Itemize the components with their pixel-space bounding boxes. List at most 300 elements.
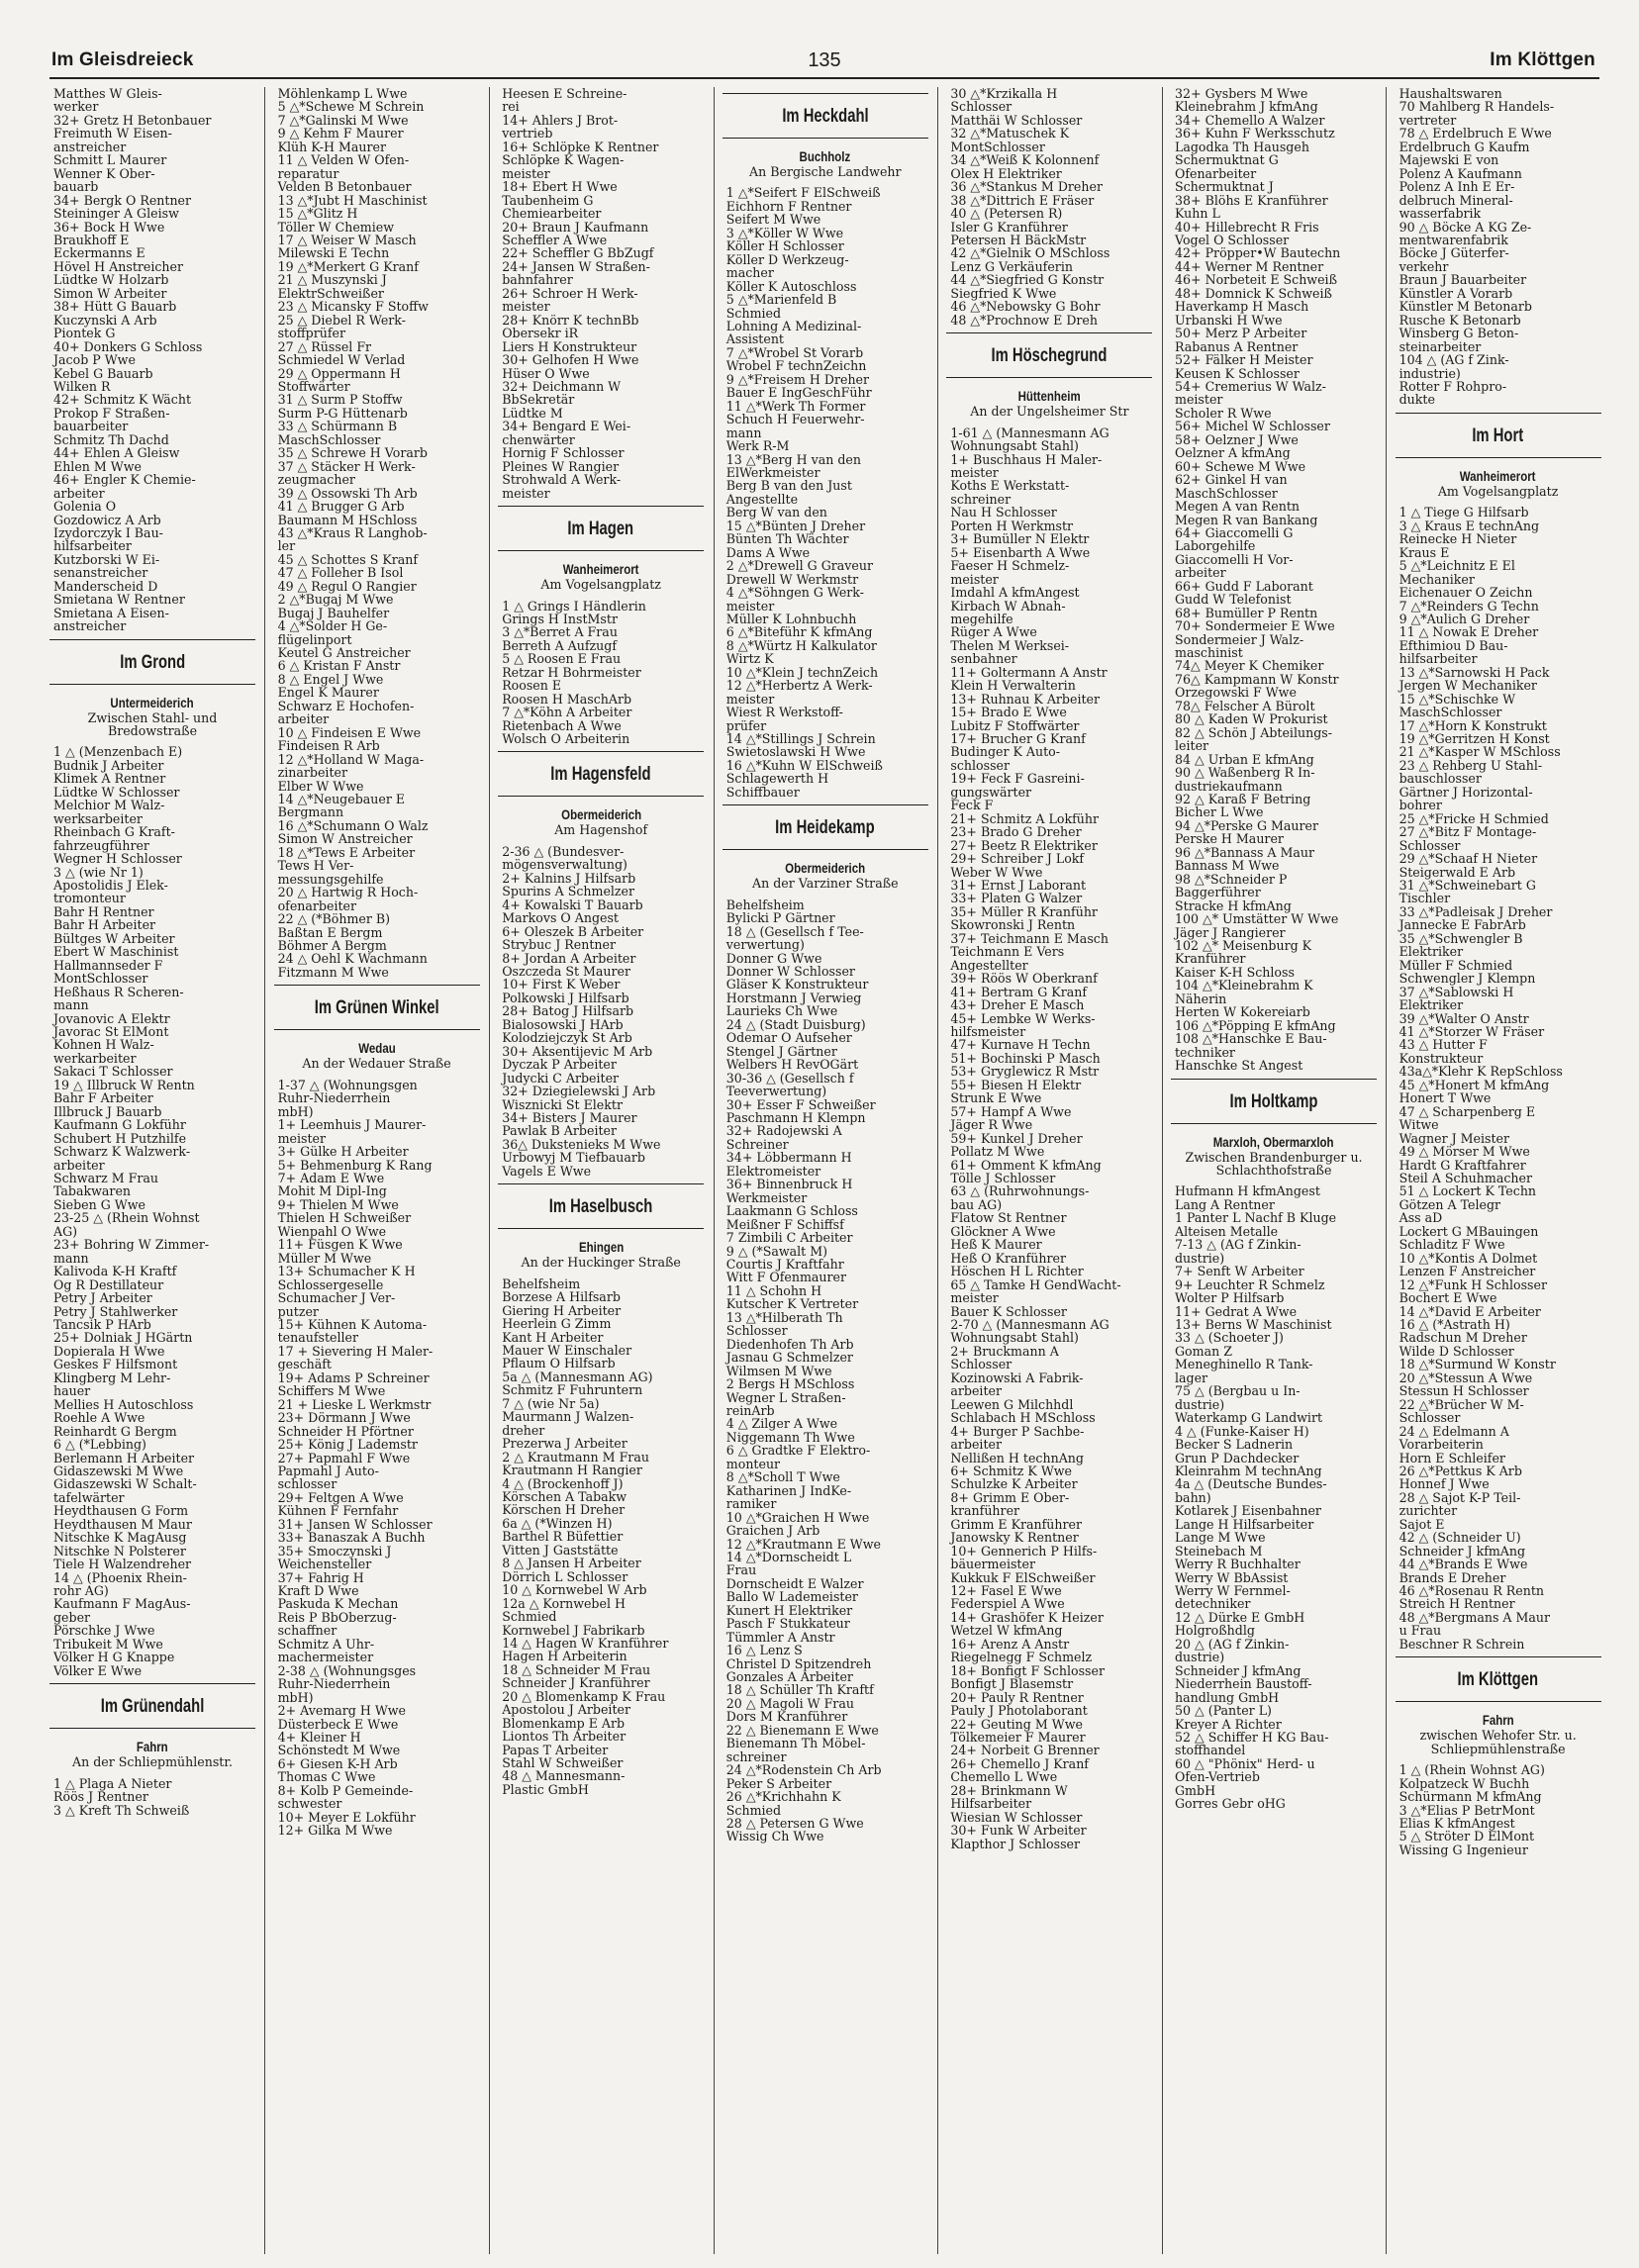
directory-entry: mbH)	[277, 1103, 314, 1119]
directory-entry: steinarbeiter	[1398, 338, 1482, 354]
directory-entry: Völker E Wwe	[53, 1662, 143, 1678]
directory-entry: Baumann M HSchloss	[277, 512, 418, 527]
directory-entry: zeugmacher	[277, 472, 355, 488]
directory-entry: 96 △*Bannass A Maur	[1175, 844, 1315, 860]
directory-entry: Gorres Gebr oHG	[1175, 1796, 1286, 1812]
directory-entry: Mellies H Autoschloss	[53, 1396, 194, 1412]
directory-entry: 9+ Leuchter R Schmelz	[1175, 1276, 1325, 1292]
directory-entry: 32+ Gysbers M Wwe	[1175, 87, 1308, 101]
directory-entry: 32+ Deichmann W	[502, 378, 622, 394]
directory-entry: 14+ Grashöfer K Heizer	[950, 1609, 1104, 1625]
directory-entry: Wegner L Straßen-	[725, 1389, 846, 1405]
directory-entry: 32+ Gretz H Betonbauer	[53, 112, 212, 128]
directory-entry: Beschner R Schrein	[1398, 1636, 1525, 1652]
directory-entry: Donner W Schlosser	[725, 964, 855, 980]
directory-entry: 65 △ Tamke H GendWacht-	[950, 1276, 1121, 1292]
directory-entry: Heß O Kranführer	[950, 1250, 1066, 1266]
directory-entry: reparatur	[277, 165, 339, 181]
directory-entry: 11 △*Werk Th Former	[725, 398, 866, 414]
directory-entry: 11+ Gedrat A Wwe	[1175, 1303, 1298, 1319]
directory-entry: 35+ Smoczynski J	[277, 1543, 392, 1559]
directory-entry: Köller H Schlosser	[725, 238, 844, 254]
directory-entry: Pawlak B Arbeiter	[502, 1123, 618, 1139]
directory-entry: Böhmer A Bergm	[277, 938, 387, 953]
directory-entry: Konstrukteur	[1398, 1050, 1484, 1066]
directory-entry: 2 △*Drewell G Graveur	[725, 558, 874, 574]
directory-entry: 60 △ "Phönix" Herd- u	[1175, 1755, 1315, 1771]
directory-entry: 6a △ (*Winzen H)	[502, 1515, 613, 1531]
directory-entry: Polkowski J Hilfsarb	[502, 990, 629, 1005]
directory-entry: Gidaszewski W Schalt-	[53, 1476, 197, 1492]
directory-entry: 2+ Avemarg H Wwe	[277, 1703, 407, 1719]
directory-entry: dreher	[502, 1422, 545, 1438]
column-2	[274, 87, 480, 2254]
directory-entry: putzer	[277, 1303, 319, 1319]
directory-entry: megehilfe	[950, 611, 1013, 626]
directory-entry: Behelfsheim	[502, 1276, 581, 1291]
directory-entry: 34+ Chemello A Walzer	[1175, 112, 1325, 128]
directory-entry: 19+ Adams P Schreiner	[277, 1370, 430, 1385]
directory-entry: Schlosser	[1398, 1410, 1461, 1426]
directory-entry: Gudd W Telefonist	[1175, 592, 1292, 608]
directory-entry: Kaufmann G Lokführ	[53, 1117, 186, 1133]
directory-entry: Gläser K Konstrukteur	[725, 977, 869, 992]
directory-entry: Bahr H Rentner	[53, 903, 154, 919]
directory-entry: 47+ Kurnave H Techn	[950, 1037, 1091, 1053]
directory-entry: Schlosser	[725, 1323, 788, 1339]
directory-entry: Meneghinello R Tank-	[1175, 1357, 1313, 1372]
directory-entry: Surm P-G Hüttenarb	[277, 405, 408, 421]
directory-entry: Elektriker	[1398, 997, 1464, 1013]
directory-entry: 6 △*Biteführ K kfmAng	[725, 624, 873, 640]
directory-entry: 16 △*Kuhn W ElSchweiß	[725, 757, 883, 773]
directory-entry: Tews H Ver-	[277, 858, 354, 874]
street-location-note: Bredowstraße	[107, 723, 198, 739]
directory-entry: Baßtan E Bergm	[277, 924, 383, 940]
directory-entry: Strybuc J Rentner	[502, 937, 616, 953]
directory-entry: Janowsky K Rentner	[950, 1530, 1079, 1546]
directory-entry: Müller M Wwe	[277, 1250, 372, 1266]
directory-entry: Tischler	[1398, 891, 1451, 906]
directory-entry: Apostolidis J Elek-	[53, 878, 168, 894]
directory-entry: 24 △ (Stadt Duisburg)	[725, 1016, 866, 1032]
directory-entry: Siegfried K Wwe	[950, 285, 1057, 301]
directory-entry: 55+ Biesen H Elektr	[950, 1077, 1082, 1092]
directory-entry: 9 △*Freisem H Dreher	[725, 371, 870, 387]
directory-entry: 21 △ Muszynski J	[277, 272, 387, 288]
directory-entry: 10+ Meyer E Lokführ	[277, 1809, 416, 1825]
directory-entry: Seifert M Wwe	[725, 212, 821, 228]
directory-entry: 13+ Schumacher K H	[277, 1264, 416, 1279]
directory-entry: 76△ Kampmann W Konstr	[1175, 671, 1339, 687]
directory-entry: Bienemann Th Möbel-	[725, 1736, 866, 1751]
directory-entry: ElektrSchweißer	[277, 285, 384, 301]
directory-entry: stoffhandel	[1175, 1743, 1246, 1758]
directory-entry: 36△ Dukstenieks M Wwe	[502, 1136, 661, 1152]
directory-entry: 27+ Papmahl F Wwe	[277, 1450, 411, 1465]
directory-entry: Apostolou J Arbeiter	[502, 1702, 630, 1718]
directory-entry: 13+ Ruhnau K Arbeiter	[950, 691, 1101, 707]
directory-entry: Majewski E von	[1398, 152, 1499, 168]
directory-entry: Giaccomelli H Vor-	[1175, 551, 1294, 567]
street-heading-block	[49, 1683, 255, 1729]
directory-entry: Rietenbach A Wwe	[502, 717, 622, 733]
directory-entry: 2 Bergs H MSchloss	[725, 1376, 855, 1392]
directory-entry: Bialosowski J HArb	[502, 1016, 624, 1032]
directory-entry: 12 △ Dürke E GmbH	[1175, 1609, 1305, 1625]
directory-entry: 59+ Kunkel J Dreher	[950, 1130, 1083, 1146]
directory-entry: Kornwebel J Fabrikarb	[502, 1622, 645, 1638]
district-name: Obermeiderich	[785, 861, 866, 877]
street-title: Im Hort	[1472, 425, 1524, 446]
directory-entry: 1-61 △ (Mannesmann AG	[950, 425, 1109, 440]
directory-entry: Kukkuk F ElSchweißer	[950, 1569, 1096, 1585]
directory-entry: Teeverwertung)	[725, 1084, 827, 1099]
directory-entry: Kolodziejczyk St Arb	[502, 1030, 632, 1046]
district-name: Wanheimerort	[1460, 468, 1536, 484]
directory-entry: 43 △*Kraus R Langhob-	[277, 524, 428, 540]
directory-entry: 68+ Bumüller P Rentn	[1175, 605, 1318, 620]
running-head-left: Im Gleisdreieck	[51, 49, 194, 70]
street-title: Im Haselbusch	[548, 1196, 653, 1218]
directory-entry: Vitten J Gaststätte	[502, 1542, 619, 1558]
directory-entry: Werry R Buchhalter	[1175, 1557, 1301, 1572]
directory-entry: Kaufmann F MagAus-	[53, 1596, 191, 1612]
directory-entry: 15+ Kühnen K Automa-	[277, 1316, 428, 1332]
directory-entry: 32+ Radojewski A	[725, 1123, 842, 1139]
directory-entry: Bochert E Wwe	[1398, 1290, 1497, 1306]
directory-entry: 10 △ Findeisen E Wwe	[277, 724, 422, 740]
directory-entry: Wienpahl O Wwe	[277, 1223, 387, 1239]
directory-entry: 2-70 △ (Mannesmann AG	[950, 1316, 1109, 1332]
directory-entry: 4 △*Söhngen G Werk-	[725, 585, 864, 601]
directory-entry: 45 △ Schottes S Kranf	[277, 551, 419, 567]
directory-entry: arbeiter	[1175, 565, 1226, 581]
directory-entry: 28+ Brinkmann W	[950, 1782, 1068, 1798]
directory-entry: 26 △*Pettkus K Arb	[1398, 1463, 1522, 1478]
directory-entry: Wetzel W kfmAng	[950, 1623, 1063, 1639]
directory-entry: Köller D Werkzeug-	[725, 251, 849, 267]
directory-entry: Töller W Chemiew	[277, 219, 394, 235]
directory-entry: 7-13 △ (AG f Zinkin-	[1175, 1237, 1302, 1253]
directory-entry: schlosser	[950, 757, 1011, 773]
directory-entry: Wilde D Schlosser	[1398, 1343, 1514, 1359]
directory-entry: 16 △ Lenz S	[725, 1643, 803, 1658]
directory-entry: 41 △*Storzer W Fräser	[1398, 1024, 1545, 1039]
directory-entry: 43+ Dreher E Masch	[950, 997, 1085, 1013]
directory-entry: reinArb	[725, 1402, 775, 1418]
directory-entry: Berlemann H Arbeiter	[53, 1450, 195, 1465]
directory-entry: Kalivoda K-H Kraftf	[53, 1264, 177, 1279]
directory-entry: monteur	[725, 1456, 781, 1471]
directory-entry: Retzar H Bohrmeister	[502, 664, 641, 680]
directory-entry: schreiner	[950, 491, 1012, 507]
directory-entry: 46 △*Rosenau R Rentn	[1398, 1583, 1545, 1599]
directory-entry: Schneider H Pförtner	[277, 1423, 414, 1439]
directory-entry: 1 △ (Menzenbach E)	[53, 744, 183, 760]
directory-entry: Strunk E Wwe	[950, 1090, 1042, 1106]
directory-entry: 20 △*Stessun A Wwe	[1398, 1370, 1533, 1385]
directory-entry: 14 △ (Phoenix Rhein-	[53, 1569, 187, 1585]
street-location-note: An der Varziner Straße	[752, 876, 899, 892]
directory-entry: Kunert H Elektriker	[725, 1602, 853, 1618]
directory-entry: Schiffers M Wwe	[277, 1383, 386, 1399]
directory-entry: maschinist	[1175, 645, 1243, 661]
directory-entry: wasserfabrik	[1398, 206, 1482, 222]
directory-entry: Hanschke St Angest	[1175, 1058, 1303, 1074]
directory-entry: Schlossergeselle	[277, 1276, 384, 1292]
directory-entry: Ofen-Vertrieb	[1175, 1769, 1260, 1785]
directory-entry: Dyczak P Arbeiter	[502, 1057, 617, 1073]
directory-entry: Paskuda K Mechan	[277, 1596, 399, 1612]
directory-entry: Schermuktnat J	[1175, 179, 1274, 195]
directory-entry: Paschmann H Klempn	[725, 1110, 866, 1125]
directory-entry: Rabanus A Rentner	[1175, 338, 1299, 354]
directory-entry: Streich H Rentner	[1398, 1596, 1515, 1612]
running-head-right: Im Klöttgen	[1490, 49, 1595, 70]
directory-entry: Hövel H Anstreicher	[53, 258, 184, 274]
directory-entry: 32+ Dziegielewski J Arb	[502, 1084, 656, 1099]
directory-entry: 8+ Jordan A Arbeiter	[502, 950, 636, 966]
directory-entry: 5a △ (Mannesmann AG)	[502, 1369, 653, 1384]
directory-entry: Elektromeister	[725, 1163, 821, 1179]
directory-entry: 13+ Berns W Maschinist	[1175, 1316, 1332, 1332]
directory-entry: 1 △ Plaga A Nieter	[53, 1775, 172, 1791]
directory-entry: 20 △ Blomenkamp K Frau	[502, 1688, 666, 1704]
directory-entry: 21 + Lieske L Werkmstr	[277, 1396, 432, 1412]
directory-entry: 29+ Schreiber J Lokf	[950, 851, 1085, 867]
directory-entry: Braukhoff E	[53, 232, 130, 247]
directory-entry: MontSchlosser	[950, 139, 1045, 154]
column-7	[1396, 87, 1601, 2254]
directory-entry: 24 △*Rodenstein Ch Arb	[725, 1762, 882, 1778]
directory-entry: 42 △*Gielnik O MSchloss	[950, 245, 1110, 261]
directory-entry: Ruhr-Niederrhein	[277, 1090, 391, 1106]
directory-entry: 4a △ (Deutsche Bundes-	[1175, 1476, 1327, 1492]
directory-entry: Erdelbruch G Kaufm	[1398, 139, 1530, 154]
directory-entry: Rusche K Betonarb	[1398, 312, 1521, 328]
district-name: Untermeiderich	[110, 695, 195, 710]
directory-entry: 10 △*Klein J technZeich	[725, 664, 879, 680]
directory-entry: 21+ Schmitz A Lokführ	[950, 810, 1100, 826]
directory-entry: 44 △*Brands E Wwe	[1398, 1557, 1528, 1572]
directory-entry: Schwarz M Frau	[53, 1170, 159, 1185]
directory-entry: Thelen M Werksei-	[950, 637, 1070, 653]
directory-entry: Wissig Ch Wwe	[725, 1829, 824, 1844]
directory-entry: 18 △*Surmund W Konstr	[1398, 1357, 1556, 1372]
directory-entry: 1 △*Seifert F ElSchweiß	[725, 185, 881, 201]
directory-entry: Bünten Th Wächter	[725, 531, 849, 547]
directory-entry: Mohit M Dipl-Ing	[277, 1183, 387, 1199]
directory-entry: 40+ Donkers G Schloss	[53, 338, 203, 354]
directory-entry: 10+ First K Weber	[502, 977, 621, 992]
directory-entry: 17 + Sievering H Maler-	[277, 1343, 434, 1359]
directory-entry: meister	[277, 1130, 327, 1146]
directory-entry: 6 △ (*Lebbing)	[53, 1437, 146, 1453]
directory-entry: 18 △ Schüller Th Kraftf	[725, 1682, 874, 1698]
directory-entry: meister	[725, 691, 775, 707]
street-location-note: Am Vogelsangplatz	[1437, 483, 1559, 499]
directory-entry: Illbruck J Bauarb	[53, 1103, 162, 1119]
directory-entry: 2+ Kalnins J Hilfsarb	[502, 870, 636, 886]
directory-entry: 11 △ Velden W Ofen-	[277, 152, 410, 168]
directory-entry: 2 △*Bugaj M Wwe	[277, 592, 394, 608]
directory-entry: 20 △ Magoli W Frau	[725, 1695, 854, 1711]
directory-entry: Megen R van Bankang	[1175, 512, 1318, 527]
directory-entry: werker	[53, 99, 99, 115]
directory-entry: Geskes F Hilfsmont	[53, 1357, 178, 1372]
directory-entry: Bylicki P Gärtner	[725, 910, 835, 926]
directory-entry: 60+ Schewe M Wwe	[1175, 458, 1306, 474]
directory-entry: tenaufsteller	[277, 1330, 359, 1346]
directory-entry: Spurins A Schmelzer	[502, 884, 635, 899]
directory-entry: Teichmann E Vers	[950, 944, 1065, 960]
directory-entry: Schneider J kfmAng	[1398, 1543, 1526, 1559]
directory-entry: Hallmannseder F	[53, 957, 163, 973]
directory-entry: mögensverwaltung)	[502, 857, 627, 873]
street-heading-block	[498, 751, 704, 797]
directory-entry: Rüger A Wwe	[950, 624, 1037, 640]
directory-entry: Golenia O	[53, 499, 117, 515]
directory-entry: Christel D Spitzendreh	[725, 1655, 872, 1671]
directory-entry: Jäger J Rangierer	[1175, 924, 1286, 940]
directory-entry: 8 △*Scholl T Wwe	[725, 1469, 840, 1485]
directory-entry: 25+ König J Lademstr	[277, 1437, 418, 1453]
directory-entry: anstreicher	[53, 618, 127, 634]
directory-entry: Herten W Kokereiarb	[1175, 1004, 1310, 1020]
directory-entry: Kuczynski A Arb	[53, 312, 157, 328]
directory-entry: Witwe	[1398, 1117, 1439, 1133]
directory-entry: Keutel G Anstreicher	[277, 645, 411, 661]
directory-entry: 5 △ Ströter D ElMont	[1398, 1829, 1535, 1844]
street-heading-block	[723, 93, 928, 139]
directory-entry: 32 △*Matuschek K	[950, 126, 1070, 142]
directory-entry: Kirbach W Abnah-	[950, 598, 1066, 614]
directory-entry: 31 △*Schweinebart G	[1398, 878, 1536, 894]
directory-entry: Werry W BbAssist	[1175, 1569, 1289, 1585]
directory-entry: Markovs O Angest	[502, 910, 619, 926]
directory-entry: 39+ Röös W Oberkranf	[950, 971, 1098, 987]
directory-entry: Petry J Arbeiter	[53, 1290, 152, 1306]
directory-entry: Weber W Wwe	[950, 864, 1043, 880]
directory-entry: 50+ Merz P Arbeiter	[1175, 326, 1307, 341]
directory-entry: Kutscher K Vertreter	[725, 1296, 859, 1312]
directory-entry: Manderscheid D	[53, 578, 158, 594]
directory-entry: 4+ Kowalski T Bauarb	[502, 897, 643, 912]
directory-entry: Odemar O Aufseher	[725, 1030, 852, 1046]
directory-entry: 29 △*Schaaf H Nieter	[1398, 851, 1538, 867]
directory-entry: Gidaszewski M Wwe	[53, 1463, 184, 1478]
district-name: Fahrn	[137, 1740, 168, 1755]
directory-entry: meister	[502, 165, 550, 181]
column-3	[498, 87, 704, 2254]
directory-entry: delbruch Mineral-	[1398, 192, 1513, 208]
directory-entry: Schmitz A Uhr-	[277, 1636, 375, 1652]
directory-entry: Schmied	[725, 1802, 782, 1818]
directory-entry: 15 △*Schischke W	[1398, 691, 1516, 707]
directory-entry: Bahr F Arbeiter	[53, 1090, 153, 1106]
directory-entry: Höschen H L Richter	[950, 1264, 1084, 1279]
directory-entry: Schneider J kfmAng	[1175, 1662, 1302, 1678]
directory-entry: AG)	[53, 1223, 78, 1239]
directory-entry: Chemiearbeiter	[502, 206, 602, 222]
directory-entry: Vorarbeiterin	[1398, 1437, 1484, 1453]
directory-entry: Heydthausen G Form	[53, 1503, 189, 1519]
directory-entry: 37 △*Sablowski H	[1398, 984, 1514, 999]
directory-entry: Scheffler A Wwe	[502, 232, 608, 247]
directory-entry: Sakaci T Schlosser	[53, 1064, 173, 1080]
directory-entry: Wirtz K	[725, 651, 774, 667]
directory-entry: MaschSchlosser	[277, 431, 381, 447]
directory-entry: 102 △* Meisenburg K	[1175, 938, 1312, 953]
directory-entry: Waterkamp G Landwirt	[1175, 1410, 1323, 1426]
directory-entry: Berg W van den	[725, 505, 827, 520]
directory-entry: Bültges W Arbeiter	[53, 930, 175, 946]
directory-entry: 2 △ Krautmann M Frau	[502, 1449, 649, 1465]
directory-entry: Pflaum O Hilfsarb	[502, 1356, 616, 1371]
directory-entry: 12a △ Kornwebel H	[502, 1595, 626, 1611]
directory-entry: bahnfahrer	[502, 272, 573, 288]
directory-entry: Bicher L Wwe	[1175, 804, 1264, 820]
directory-entry: 14 △*David E Arbeiter	[1398, 1303, 1541, 1319]
directory-entry: 4 △ (Funke-Kaiser H)	[1175, 1423, 1309, 1439]
directory-entry: Wolter P Hilfsarb	[1175, 1290, 1285, 1306]
directory-entry: 20+ Braun J Kaufmann	[502, 219, 649, 235]
directory-entry: Schreiner	[725, 1136, 789, 1152]
directory-entry: meister	[950, 1290, 999, 1306]
directory-entry: 7 △*Köhn A Arbeiter	[502, 705, 632, 720]
directory-entry: Matthäi W Schlosser	[950, 112, 1083, 128]
directory-entry: 30+ Funk W Arbeiter	[950, 1823, 1087, 1839]
directory-entry: Barthel R Büfettier	[502, 1529, 624, 1545]
directory-entry: Köller K Autoschloss	[725, 278, 857, 294]
directory-entry: ramiker	[725, 1496, 777, 1512]
directory-entry: schreiner	[725, 1748, 787, 1764]
directory-entry: 31+ Ernst J Laborant	[950, 878, 1087, 894]
directory-entry: Matthes W Gleis-	[53, 87, 162, 101]
directory-entry: Eichenauer O Zeichn	[1398, 585, 1533, 601]
directory-entry: werkarbeiter	[53, 1050, 137, 1066]
street-title: Im Klöttgen	[1457, 1669, 1539, 1691]
street-location-note: Am Vogelsangplatz	[540, 577, 661, 593]
directory-entry: Stoffwärter	[277, 378, 350, 394]
directory-entry: MontSchlosser	[53, 971, 148, 987]
directory-entry: mentwarenfabrik	[1398, 232, 1508, 247]
directory-entry: Grun P Dachdecker	[1175, 1450, 1300, 1465]
directory-entry: Wrobel F technZeichn	[725, 358, 867, 374]
directory-entry: Elektriker	[1398, 944, 1464, 960]
directory-entry: Schmied	[502, 1609, 557, 1625]
directory-entry: Lockert G MBauingen	[1398, 1223, 1539, 1239]
directory-entry: 37+ Fahrig H	[277, 1569, 364, 1585]
directory-entry: Swietoslawski H Wwe	[725, 744, 866, 760]
directory-entry: techniker	[1175, 1044, 1235, 1060]
directory-entry: schlosser	[277, 1476, 337, 1492]
directory-entry: Simon W Anstreicher	[277, 831, 413, 847]
directory-entry: 41+ Bertram G Kranf	[950, 984, 1088, 999]
directory-entry: 46+ Norbeteit E Schweiß	[1175, 272, 1337, 288]
directory-entry: Dors M Kranführer	[725, 1709, 848, 1725]
directory-entry: Sajot E	[1398, 1516, 1445, 1532]
directory-entry: Dörrich L Schlosser	[502, 1568, 628, 1584]
directory-entry: Laurieks Ch Wwe	[725, 1003, 838, 1019]
directory-entry: Melchior M Walz-	[53, 798, 165, 813]
directory-entry: Grimm E Kranführer	[950, 1516, 1083, 1532]
directory-entry: 25 △*Fricke H Schmied	[1398, 810, 1549, 826]
directory-entry: Skowronski J Rentn	[950, 917, 1076, 933]
directory-entry: gungswärter	[950, 784, 1032, 800]
directory-entry: Findeisen R Arb	[277, 738, 380, 754]
